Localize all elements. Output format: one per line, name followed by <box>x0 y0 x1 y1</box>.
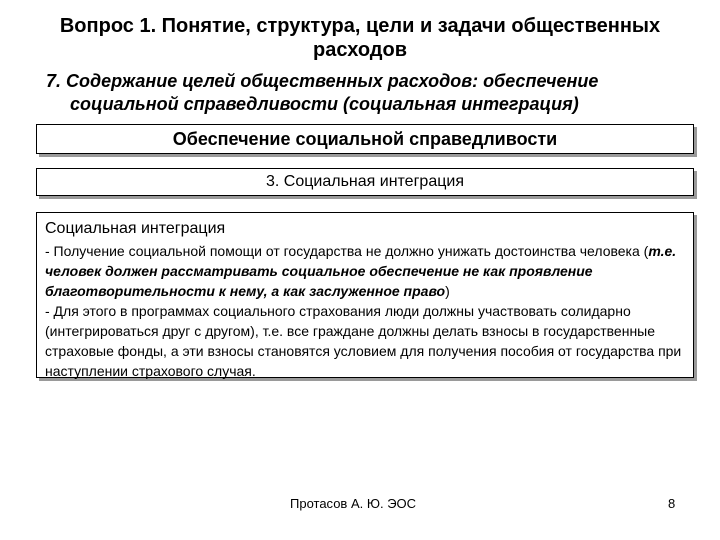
slide-title: Вопрос 1. Понятие, структура, цели и задачи общественных расходов <box>59 15 661 61</box>
footer-author: Протасов А. Ю. ЭОС <box>290 496 417 511</box>
content-heading: Социальная интеграция <box>45 220 226 237</box>
slide-subtitle <box>46 70 686 116</box>
paragraph-1-emphasis: т.е. человек должен рассматривать социальное обеспечение не как проявление благотворительности к нему, а как заслуженное право <box>45 243 677 299</box>
content-paragraph-1 <box>45 241 685 301</box>
paragraph-1-end: ) <box>445 283 450 299</box>
section-box: 3. Социальная интеграция <box>36 168 694 196</box>
content-paragraph-2: - Для этого в программах социального страхования люди должны участвовать солидарно (интегрироваться друг с другом), т.е. все граждане должны делать взносы в государственные страховые фонды, а эти взносы становятся условием для получения пособия от государства при наступлении страхового случая. <box>45 303 682 379</box>
main-topic-box: Обеспечение социальной справедливости <box>36 124 694 154</box>
subtitle-line-1: 7. Содержание целей общественных расходов: обеспечение <box>46 71 599 91</box>
page-number: 8 <box>668 496 676 511</box>
subtitle-line-2: социальной справедливости (социальная интеграция) <box>70 94 579 114</box>
content-box <box>36 212 694 378</box>
paragraph-1-start: - Получение социальной помощи от государства не должно унижать достоинства человека ( <box>45 243 649 259</box>
